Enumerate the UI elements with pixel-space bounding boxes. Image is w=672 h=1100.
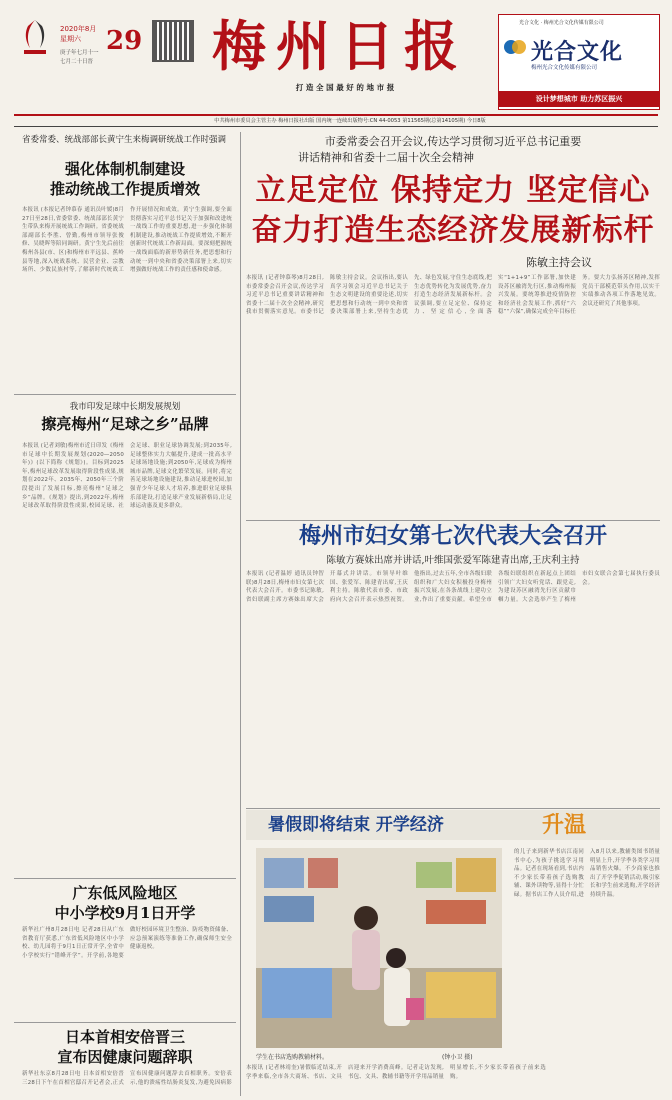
women-congress-subtitle: 陈敏方赛妹出席并讲话,叶维国张爱军陈建青出席,王庆利主持	[326, 555, 580, 566]
summer-right-body: 的儿子来到新华书店江南同书中心,为孩子挑选学习用品。记者在现场看到,书店内不少家长带着孩子选购教辅、课外读物等,显得十分忙碌。据书店工作人员介绍,进入8月以来,教辅类图书销量明显上升,开学季各类学习用品销售火爆。不少商家也推出了开学季促销活动,吸引家长和学生前来选购,开学经济持续升温。	[514, 849, 660, 898]
day-number: 29	[106, 26, 143, 56]
ad-company-name: 梅州光合文化传媒有限公司	[531, 65, 598, 71]
article-body-text: 本报讯 (本报记者钟慕春 通讯员叶媛)8月27日至28日,省委常委、统战部部长黄宁生带队来梅开展统战工作调研。省委统战部副部长李胜、曾勤,梅州市领导张俊修、吴晓晖等陪同调研。黄宁生先后前往梅州各县(市、区)和梅州市平远县、蕉岭县等地,深入统战系统、民营企业、宗教场所、少数民族村等,了解新时代统战工作开展情况和成效。黄宁生强调,要全面贯彻落实习近平总书记关于加强和改进统一战线工作的重要思想,进一步强化体制机制建设,推动统战工作提质增效,不断开创新时代统战工作新局面。要深刻把握统一战线面临的新形势新任务,把思想和行动统一到中央和省委决策部署上来,切实增强做好统战工作的责任感和使命感。	[22, 207, 232, 274]
photo-credit: (钟小卫 摄)	[442, 1054, 473, 1061]
article-football-kicker[interactable]: 我市印发足球中长期发展规划	[69, 402, 181, 412]
summer-title-accent[interactable]: 升温	[542, 812, 587, 838]
article-united-front-title-2[interactable]: 推动统战工作提质增效	[49, 180, 200, 198]
masthead-meta: 中共梅州市委员会主管主办 梅州日报社出版 国内统一连续出版物号:CN 44-0053 第11565期(总第14105期) 今日8版	[214, 118, 486, 124]
qr-code	[152, 20, 194, 62]
main-kicker-2[interactable]: 讲话精神和省委十二届十次全会精神	[298, 151, 474, 164]
article-football-body: 本报讯 (记者刘敏)梅州市近日印发《梅州市足球中长期发展规划(2020—2050年)》(以下简称《规划》)。目标到2025年,梅州足球改革发展取得阶段性成果,规划在2022年、2035年、2050年三个阶段提出了发展目标,擦亮梅州“足球之乡”品牌。《规划》提出,到2022年,梅州足球改革取得阶段性成果,校园足球、社会足球、职业足球协调发展;到2035年,足球整体实力大幅提升,建成一批高水平足球场地设施;到2050年,足球成为梅州城市品牌,足球文化繁荣发展。同时,将完善足球场地设施建设,推动足球进校园,加强青少年足球人才培养,推进职业足球俱乐部建设,打造足球产业发展新格局,让足球运动惠及更多群众。	[22, 443, 232, 510]
newspaper-title: 梅州日报	[212, 14, 468, 78]
article-united-front-title-1[interactable]: 强化体制机制建设	[64, 160, 185, 178]
summer-body: 本报讯 (记者林靖奎)暑假临近结束,开学季来临,全市各大商场、书店、文具店迎来开学消费高峰。记者走访发现,书包、文具、教辅书籍等开学用品销量明显增长,不少家长带着孩子前来选购。	[246, 1065, 546, 1080]
summer-article	[246, 810, 660, 1096]
date-label: 2020年8月	[60, 25, 97, 33]
main-headline-2[interactable]: 奋力打造生态经济发展新标杆	[251, 213, 655, 248]
women-congress-title[interactable]: 梅州市妇女第七次代表大会召开	[298, 523, 607, 549]
main-kicker-1[interactable]: 市委常委会召开会议,传达学习贯彻习近平总书记重要	[324, 135, 582, 148]
ad-box	[498, 14, 660, 110]
weekday-label: 星期六	[60, 35, 81, 43]
article-abe-title-2[interactable]: 宣布因健康问题辞职	[57, 1048, 193, 1066]
article-school-title-2[interactable]: 中小学校9月1日开学	[54, 904, 196, 922]
bookstore-photo	[256, 848, 502, 1048]
ad-slogan: 设计梦想城市 助力苏区振兴	[499, 91, 659, 107]
masthead	[0, 0, 672, 128]
summer-title-band	[246, 810, 660, 840]
article-school-body: 新华社广州8月28日电 记者28日从广东省教育厅获悉,广东省低风险地区中小学校、幼儿园将于9月1日正常开学,全省中小学校实行“错峰开学”。开学前,各地要做好校园环境卫生整治、防疫物资储备、应急预案演练等准备工作,确保师生安全健康返校。	[22, 927, 232, 959]
left-column	[14, 130, 236, 1095]
main-article	[246, 130, 660, 530]
article-football-title[interactable]: 擦亮梅州“足球之乡”品牌	[41, 415, 209, 433]
ad-brand-icon	[503, 37, 527, 57]
paper-logo-icon	[20, 18, 50, 58]
article-united-front-body	[22, 206, 232, 390]
main-headline-1[interactable]: 立足定位 保持定力 坚定信心	[255, 173, 651, 208]
article-abe-title-1[interactable]: 日本首相安倍晋三	[64, 1028, 185, 1046]
main-article-body: 本报讯 (记者钟慕琴)8月28日,市委常委会召开会议,传达学习习近平总书记重要讲话精神和省委十二届十次全会精神,研究我市贯彻落实意见。市委书记陈敏主持会议。会议指出,要认真学习领会习近平总书记关于生态文明建设的重要论述,切实把思想和行动统一到中央和省委决策部署上来,坚持生态优先、绿色发展,守住生态底线,把生态优势转化为发展优势,奋力打造生态经济发展新标杆。会议强调,要立足定位、保持定力、坚定信心,全面落实“1+1+9”工作部署,加快建设苏区融湾先行区,推动梅州振兴发展。要统筹推进疫情防控和经济社会发展工作,抓好“六稳”“六保”,确保完成全年目标任务。要大力弘扬苏区精神,发挥党员干部模范带头作用,以实干实绩推动各项工作落地见效。会议还研究了其他事项。	[246, 275, 660, 316]
article-united-front-kicker[interactable]: 省委常委、统战部部长黄宁生来梅调研统战工作时强调	[22, 135, 227, 145]
lunar-date-1: 庚子年七月十一	[60, 50, 99, 56]
photo-caption: 学生在书店选购教辅材料。	[256, 1054, 329, 1061]
article-abe-body: 新华社东京8月28日电 日本首相安倍晋三28日下午在首相官邸召开记者会,正式宣布因健康问题辞去首相职务。安倍表示,他的溃疡性结肠炎复发,为避免因病影	[22, 1071, 232, 1086]
lunar-date-2: 七月二十日晋	[60, 59, 94, 65]
ad-topline: 光合文化 · 梅州光合文化传媒有限公司	[519, 20, 604, 26]
summer-title[interactable]: 暑假即将结束 开学经济	[268, 815, 444, 835]
newspaper-slogan: 打 造 全 国 最 好 的 地 市 报	[295, 83, 395, 92]
article-school-title-1[interactable]: 广东低风险地区	[72, 884, 178, 902]
women-congress-article	[246, 522, 660, 814]
main-byline: 陈敏主持会议	[526, 256, 592, 269]
ad-brand-name: 光合文化	[531, 40, 624, 65]
women-congress-body: 本报讯 (记者温婷 通讯员钟智联)8月28日,梅州市妇女第七次代表大会召开。市委书记陈敏,省妇联副主席方赛妹出席大会开幕式并讲话。市领导叶维国、张爱军、陈建青出席,王庆利主持。陈敏代表市委、市政府向大会召开表示热烈祝贺。他指出,过去五年,全市各级妇联组织和广大妇女积极投身梅州振兴发展,在各条战线上建功立业,作出了重要贡献。希望全市各级妇联组织在新起点上团结引领广大妇女听党话、跟党走,为建设苏区融湾先行区贡献巾帼力量。大会选举产生了梅州市妇女联合会第七届执行委员会。	[246, 571, 660, 603]
